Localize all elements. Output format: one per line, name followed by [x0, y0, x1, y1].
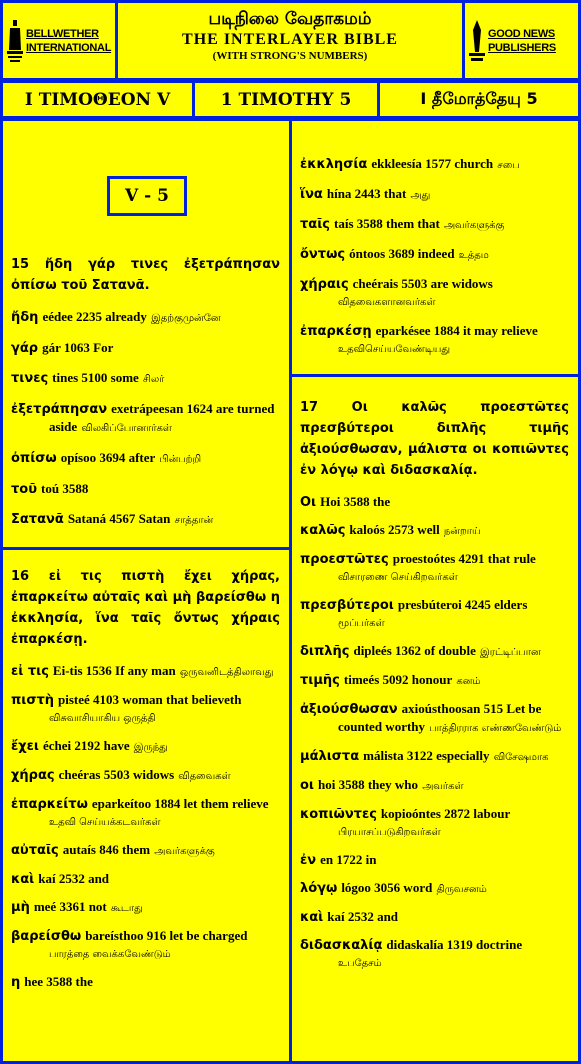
transliteration-strongs-gloss: eparkeítoo 1884 let them relieve: [91, 796, 269, 811]
verse-16-greek: 16 εἰ τις πιστὴ ἔχει χήρας, ἐπαρκείτω αὐταῖς καὶ μὴ βαρείσθω η ἐκκλησία, ἵνα ταῖς ὄντως χήραις ἐπαρκέσῃ.: [11, 569, 280, 647]
chapter-label: V - 5: [107, 176, 187, 216]
word-entry: [300, 521, 569, 540]
word-entry: [300, 185, 569, 204]
transliteration-strongs-gloss: hína 2443 that: [326, 186, 407, 201]
word-entry: [300, 322, 569, 358]
word-entry: [300, 275, 569, 311]
word-entry: [300, 155, 569, 174]
transliteration-strongs-gloss: taís 3588 them that: [334, 216, 440, 231]
word-entry: [11, 308, 280, 327]
tamil-gloss: திருவசனம்: [436, 884, 487, 895]
greek-word: ἤδη: [11, 310, 39, 325]
word-entry: [11, 766, 280, 785]
good-news-logo: [462, 0, 581, 81]
transliteration-strongs-gloss: opísoo 3694 after: [60, 450, 156, 465]
word-entry: [300, 805, 569, 841]
word-entry: [300, 879, 569, 898]
greek-word: μὴ: [11, 900, 30, 915]
greek-word: γάρ: [11, 341, 39, 356]
tamil-gloss: சபை: [497, 160, 520, 171]
pen-icon: [469, 20, 485, 62]
greek-word: καλῶς: [300, 523, 346, 538]
transliteration-strongs-gloss: málista 3122 especially: [363, 748, 490, 763]
word-entry: [11, 795, 280, 831]
tamil-gloss: ஒருவனிடத்திலாவது: [179, 667, 274, 678]
word-entry: [300, 245, 569, 264]
verse-15-greek: 15 ἤδη γάρ τινες ἐξετράπησαν ὀπίσω τοῦ Σατανᾶ.: [11, 257, 280, 293]
bellwether-logo: [0, 0, 118, 81]
title-tamil: படிநிலை வேதாகமம்: [208, 9, 372, 29]
greek-word: πιστὴ: [11, 693, 55, 708]
greek-word: χήρας: [11, 768, 55, 783]
greek-word: χήραις: [300, 277, 349, 292]
greek-word: ἐν: [300, 853, 317, 868]
page-subtitle: (WITH STRONG'S NUMBERS): [212, 50, 368, 62]
transliteration-strongs-gloss: lógoo 3056 word: [341, 880, 433, 895]
greek-word: Οι: [300, 495, 317, 510]
greek-word: καὶ: [11, 872, 35, 887]
greek-word: βαρείσθω: [11, 929, 82, 944]
word-entry: [11, 480, 280, 498]
greek-word: εἰ τις: [11, 664, 49, 679]
tamil-gloss: அவர்களுக்கு: [443, 220, 505, 231]
transliteration-strongs-gloss: cheérais 5503 are widows: [352, 276, 493, 291]
word-entry: [11, 898, 280, 917]
transliteration-strongs-gloss: pisteé 4103 woman that believeth: [58, 692, 242, 707]
book-greek-text: I TIMOΘEON V: [24, 89, 171, 110]
transliteration-strongs-gloss: kopioóntes 2872 labour: [380, 806, 511, 821]
verse-16-cont-panel: [289, 118, 581, 377]
tamil-gloss: அவர்கள்: [422, 781, 464, 792]
book-label-greek: [0, 80, 195, 119]
tamil-gloss: மூப்பர்கள்: [338, 618, 385, 629]
transliteration-strongs-gloss: timeés 5092 honour: [343, 672, 453, 687]
tamil-gloss: உதவி செய்யக்கடவர்கள்: [49, 817, 161, 828]
transliteration-strongs-gloss: kaloós 2573 well: [349, 522, 440, 537]
greek-word: οι: [300, 778, 314, 793]
transliteration-strongs-gloss: Hoi 3588 the: [320, 494, 391, 509]
verse-15-word-list: [11, 308, 280, 529]
tamil-gloss: பின்பற்றி: [159, 454, 202, 465]
tamil-gloss: விதவைகள்: [178, 771, 231, 782]
word-entry: [300, 747, 569, 766]
transliteration-strongs-gloss: proestoótes 4291 that rule: [392, 551, 536, 566]
greek-word: μάλιστα: [300, 749, 360, 764]
greek-word: Σατανᾶ: [11, 512, 64, 527]
transliteration-strongs-gloss: bareísthoo 916 let be charged: [85, 928, 248, 943]
book-label-tamil: [377, 80, 581, 119]
greek-word: αὐταῖς: [11, 843, 59, 858]
word-entry: [300, 642, 569, 661]
greek-word: ἐπαρκείτω: [11, 797, 88, 812]
right-logo-line-2: PUBLISHERS: [488, 41, 556, 54]
verse-17-greek: 17 Οι καλῶς προεστῶτες πρεσβύτεροι διπλῆς τιμῆς ἀξιούσθωσαν, μάλιστα οι κοπιῶντες ἐν λόγῳ καὶ διδασκαλίᾳ.: [300, 400, 569, 478]
transliteration-strongs-gloss: dipleés 1362 of double: [353, 643, 476, 658]
tamil-gloss: நன்றாய்: [443, 526, 481, 537]
transliteration-strongs-gloss: autaís 846 them: [62, 842, 151, 857]
word-entry: [300, 851, 569, 869]
word-entry: [300, 700, 569, 737]
transliteration-strongs-gloss: gár 1063 For: [42, 340, 114, 355]
tamil-gloss: அவர்களுக்கு: [154, 846, 215, 857]
word-entry: [11, 339, 280, 357]
tamil-gloss: இதற்குமுன்னே: [151, 313, 221, 324]
left-logo-line-2: INTERNATIONAL: [26, 41, 112, 54]
transliteration-strongs-gloss: Ei-tis 1536 If any man: [52, 663, 176, 678]
tamil-gloss: பாரத்தை வைக்கவேண்டும்: [49, 949, 171, 960]
tamil-gloss: உபதேசம்: [338, 958, 382, 969]
word-entry: [300, 215, 569, 234]
word-entry: [300, 776, 569, 795]
transliteration-strongs-gloss: óntoos 3689 indeed: [349, 246, 455, 261]
word-entry: [11, 870, 280, 888]
transliteration-strongs-gloss: meé 3361 not: [33, 899, 107, 914]
verse-16-panel: [0, 547, 292, 1064]
tamil-gloss: உதவிசெய்யவேண்டியது: [338, 344, 451, 355]
tamil-gloss: விதவைகளானவர்கள்: [338, 297, 436, 308]
greek-word: λόγῳ: [300, 881, 338, 896]
greek-word: ἐξετράπησαν: [11, 402, 108, 417]
greek-word: ἵνα: [300, 187, 323, 202]
tamil-gloss: உத்தம: [458, 250, 489, 261]
book-english-text: 1 TIMOTHY 5: [220, 89, 352, 110]
greek-word: διδασκαλίᾳ: [300, 938, 383, 953]
greek-word: διπλῆς: [300, 644, 350, 659]
verse-17-word-list: [300, 493, 569, 972]
word-entry: [11, 841, 280, 860]
tamil-gloss: கனம்: [456, 676, 481, 687]
word-entry: [11, 973, 280, 991]
transliteration-strongs-gloss: presbúteroi 4245 elders: [397, 597, 528, 612]
tamil-gloss: அது: [410, 190, 431, 201]
header-title-block: [115, 0, 465, 81]
greek-word: ἐκκλησία: [300, 157, 368, 172]
greek-word: ἀξιούσθωσαν: [300, 702, 398, 717]
book-label-english: [192, 80, 380, 119]
greek-word: ὄντως: [300, 247, 346, 262]
book-tamil-text: I தீமோத்தேயு 5: [420, 89, 538, 108]
tamil-gloss: இரட்டிப்பான: [480, 647, 541, 658]
verse-16-cont-word-list: [300, 155, 569, 358]
verse-16-word-list: [11, 662, 280, 991]
bell-icon: [7, 20, 23, 62]
verse-17-panel: [289, 374, 581, 1064]
transliteration-strongs-gloss: axioústhoosan 515 Let be counted worthy: [338, 701, 542, 734]
transliteration-strongs-gloss: eparkésee 1884 it may relieve: [375, 323, 538, 338]
greek-word: ἐπαρκέσῃ: [300, 324, 372, 339]
greek-word: τιμῆς: [300, 673, 340, 688]
transliteration-strongs-gloss: cheéras 5503 widows: [58, 767, 175, 782]
tamil-gloss: கூடாது: [110, 903, 143, 914]
tamil-gloss: விலகிப்போனார்கள்: [81, 423, 172, 434]
transliteration-strongs-gloss: toú 3588: [41, 481, 89, 496]
word-entry: [11, 449, 280, 468]
greek-word: κοπιῶντες: [300, 807, 377, 822]
word-entry: [300, 550, 569, 586]
word-entry: [11, 737, 280, 756]
word-entry: [11, 369, 280, 388]
transliteration-strongs-gloss: hee 3588 the: [24, 974, 93, 989]
left-logo-line-1: BELLWETHER: [26, 27, 99, 40]
transliteration-strongs-gloss: eédee 2235 already: [42, 309, 147, 324]
word-entry: [11, 662, 280, 681]
greek-word: τινες: [11, 371, 49, 386]
word-entry: [300, 671, 569, 690]
page-title: THE INTERLAYER BIBLE: [182, 31, 398, 48]
greek-word: τοῦ: [11, 482, 38, 497]
tamil-gloss: பிரயாசப்படுகிறவர்கள்: [338, 827, 441, 838]
transliteration-strongs-gloss: échei 2192 have: [42, 738, 130, 753]
word-entry: [300, 908, 569, 926]
transliteration-strongs-gloss: tines 5100 some: [52, 370, 139, 385]
tamil-gloss: விசேஷமாக: [493, 752, 549, 763]
word-entry: [300, 596, 569, 632]
transliteration-strongs-gloss: kaí 2532 and: [38, 871, 110, 886]
right-logo-line-1: GOOD NEWS: [488, 27, 555, 40]
greek-word: καὶ: [300, 910, 324, 925]
greek-word: πρεσβύτεροι: [300, 598, 394, 613]
tamil-gloss: பாத்திரராக எண்ணவேண்டும்: [429, 723, 562, 734]
transliteration-strongs-gloss: ekkleesía 1577 church: [371, 156, 494, 171]
word-entry: [300, 936, 569, 972]
word-entry: [11, 927, 280, 963]
tamil-gloss: சிலர்: [142, 374, 165, 385]
word-entry: [300, 493, 569, 511]
word-entry: [11, 691, 280, 727]
transliteration-strongs-gloss: didaskalía 1319 doctrine: [386, 937, 523, 952]
word-entry: [11, 510, 280, 529]
greek-word: ταῖς: [300, 217, 330, 232]
verse-15-panel: [0, 118, 292, 550]
tamil-gloss: சாத்தான்: [174, 515, 214, 526]
tamil-gloss: விசாரணை செய்கிறவர்கள்: [338, 572, 458, 583]
transliteration-strongs-gloss: exetrápeesan 1624 are turned aside: [49, 401, 275, 434]
greek-word: ὀπίσω: [11, 451, 57, 466]
greek-word: ἔχει: [11, 739, 39, 754]
transliteration-strongs-gloss: Sataná 4567 Satan: [67, 511, 171, 526]
greek-word: η: [11, 975, 21, 990]
greek-word: προεστῶτες: [300, 552, 389, 567]
transliteration-strongs-gloss: kaí 2532 and: [327, 909, 399, 924]
transliteration-strongs-gloss: en 1722 in: [320, 852, 377, 867]
transliteration-strongs-gloss: hoi 3588 they who: [318, 777, 419, 792]
tamil-gloss: விசுவாசியாகிய ஒருத்தி: [49, 713, 156, 724]
tamil-gloss: இருந்து: [133, 742, 168, 753]
word-entry: [11, 400, 280, 437]
